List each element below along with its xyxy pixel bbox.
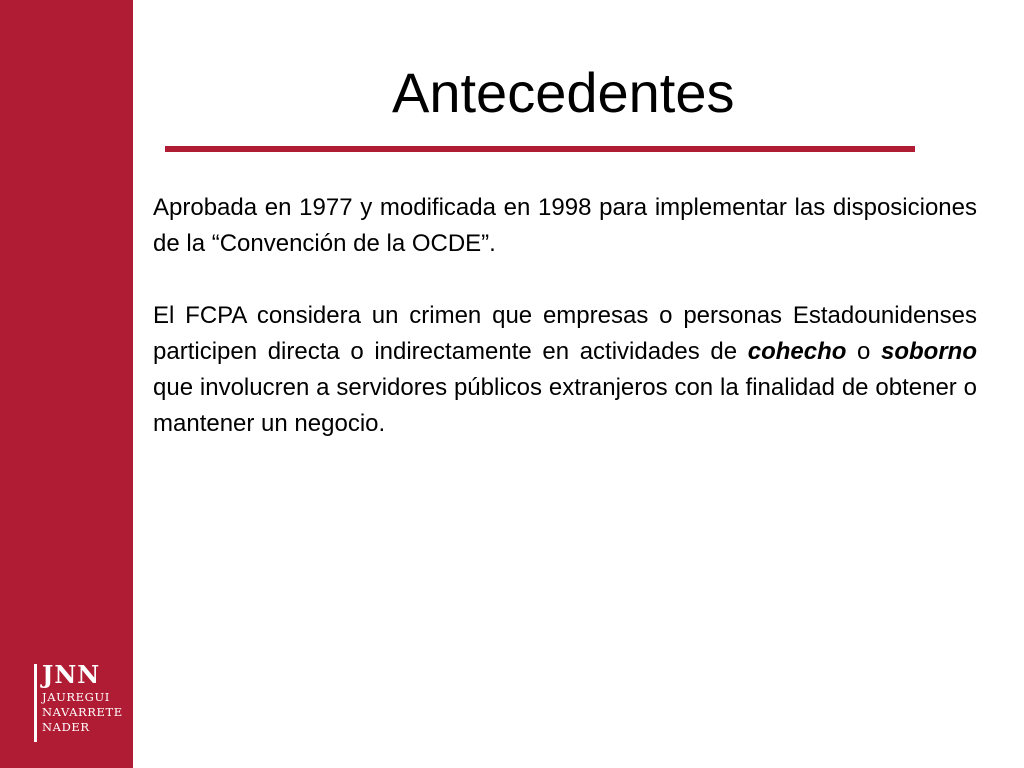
paragraph-fcpa-text-before: El FCPA considera un crimen que empresas o personas Estadounidenses participen directa o indirectamente en actividades de xyxy=(153,302,977,365)
paragraph-fcpa xyxy=(153,298,977,442)
title-underline-rule xyxy=(165,146,915,152)
logo-line-jauregui: JAUREGUI xyxy=(42,690,110,704)
logo-mark: JNN xyxy=(42,660,101,689)
logo-divider-bar xyxy=(34,664,37,742)
slide-title: Antecedentes xyxy=(392,61,735,124)
emphasis-cohecho: cohecho xyxy=(747,338,847,365)
slide-body xyxy=(153,190,977,442)
logo-line-navarrete: NAVARRETE xyxy=(42,705,123,719)
paragraph-fcpa-text-middle: o xyxy=(846,338,882,365)
sidebar-band xyxy=(0,0,133,768)
emphasis-soborno: soborno xyxy=(881,338,978,365)
paragraph-approval: Aprobada en 1977 y modificada en 1998 para implementar las disposiciones de la “Convención de la OCDE”. xyxy=(153,194,977,257)
logo-line-nader: NADER xyxy=(42,720,90,734)
paragraph-fcpa-text-after: que involucren a servidores públicos extranjeros con la finalidad de obtener o mantener un negocio. xyxy=(153,374,977,437)
